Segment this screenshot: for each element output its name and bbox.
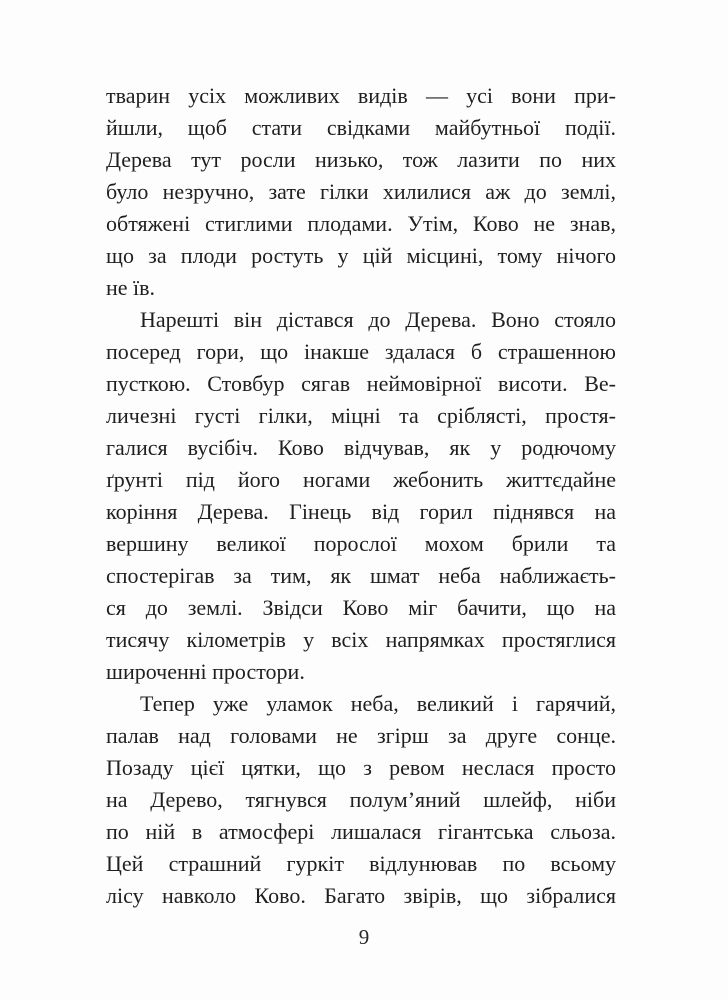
paragraph	[106, 304, 616, 688]
text-line: личезні густі гілки, міцні та сріблясті, простя-	[106, 403, 616, 428]
text-line: Тепер уже уламок неба, великий і гарячий,	[140, 691, 616, 716]
page-number: 9	[358, 925, 370, 949]
text-line: вершину великої порослої мохом брили та	[106, 531, 616, 556]
text-line: Цей страшний гуркіт відлунював по всьому	[106, 851, 616, 876]
text-line: на Дерево, тягнувся полум’яний шлейф, ніби	[106, 787, 616, 812]
text-line: Дерева тут росли низько, тож лазити по них	[106, 147, 616, 172]
text-line: коріння Дерева. Гінець від горил піднявся на	[106, 499, 616, 524]
text-line: по ній в атмосфері лишалася гігантська сльоза.	[106, 819, 616, 844]
text-block	[106, 80, 616, 912]
text-line: лісу навколо Ково. Багато звірів, що зібралися	[106, 883, 616, 908]
paragraph	[106, 688, 616, 912]
paragraph	[106, 80, 616, 304]
text-line: не їв.	[106, 275, 156, 300]
text-line: пусткою. Стовбур сягав неймовірної висоти. Ве-	[106, 371, 616, 396]
text-line: тварин усіх можливих видів — усі вони при-	[106, 83, 616, 108]
text-line: галися вусібіч. Ково відчував, як у родючому	[106, 435, 616, 460]
text-line: Позаду цієї цятки, що з ревом неслася просто	[106, 755, 616, 780]
text-line: Нарешті він дістався до Дерева. Воно стояло	[140, 307, 616, 332]
text-line: палав над головами не згірш за друге сонце.	[106, 723, 616, 748]
text-line: ся до землі. Звідси Ково міг бачити, що на	[106, 595, 616, 620]
text-line: широченні простори.	[106, 659, 305, 684]
text-line: посеред гори, що інакше здалася б страшенною	[106, 339, 616, 364]
text-line: було незручно, зате гілки хилилися аж до землі,	[106, 179, 616, 204]
text-line: йшли, щоб стати свідками майбутньої події.	[106, 115, 616, 140]
text-line: обтяжені стиглими плодами. Утім, Ково не знав,	[106, 211, 616, 236]
text-line: тисячу кілометрів у всіх напрямках простяглися	[106, 627, 616, 652]
text-line: що за плоди ростуть у цій місцині, тому нічого	[106, 243, 616, 268]
text-line: ґрунті під його ногами жебонить життєдайне	[106, 467, 616, 492]
text-line: спостерігав за тим, як шмат неба наближаєть-	[106, 563, 616, 588]
